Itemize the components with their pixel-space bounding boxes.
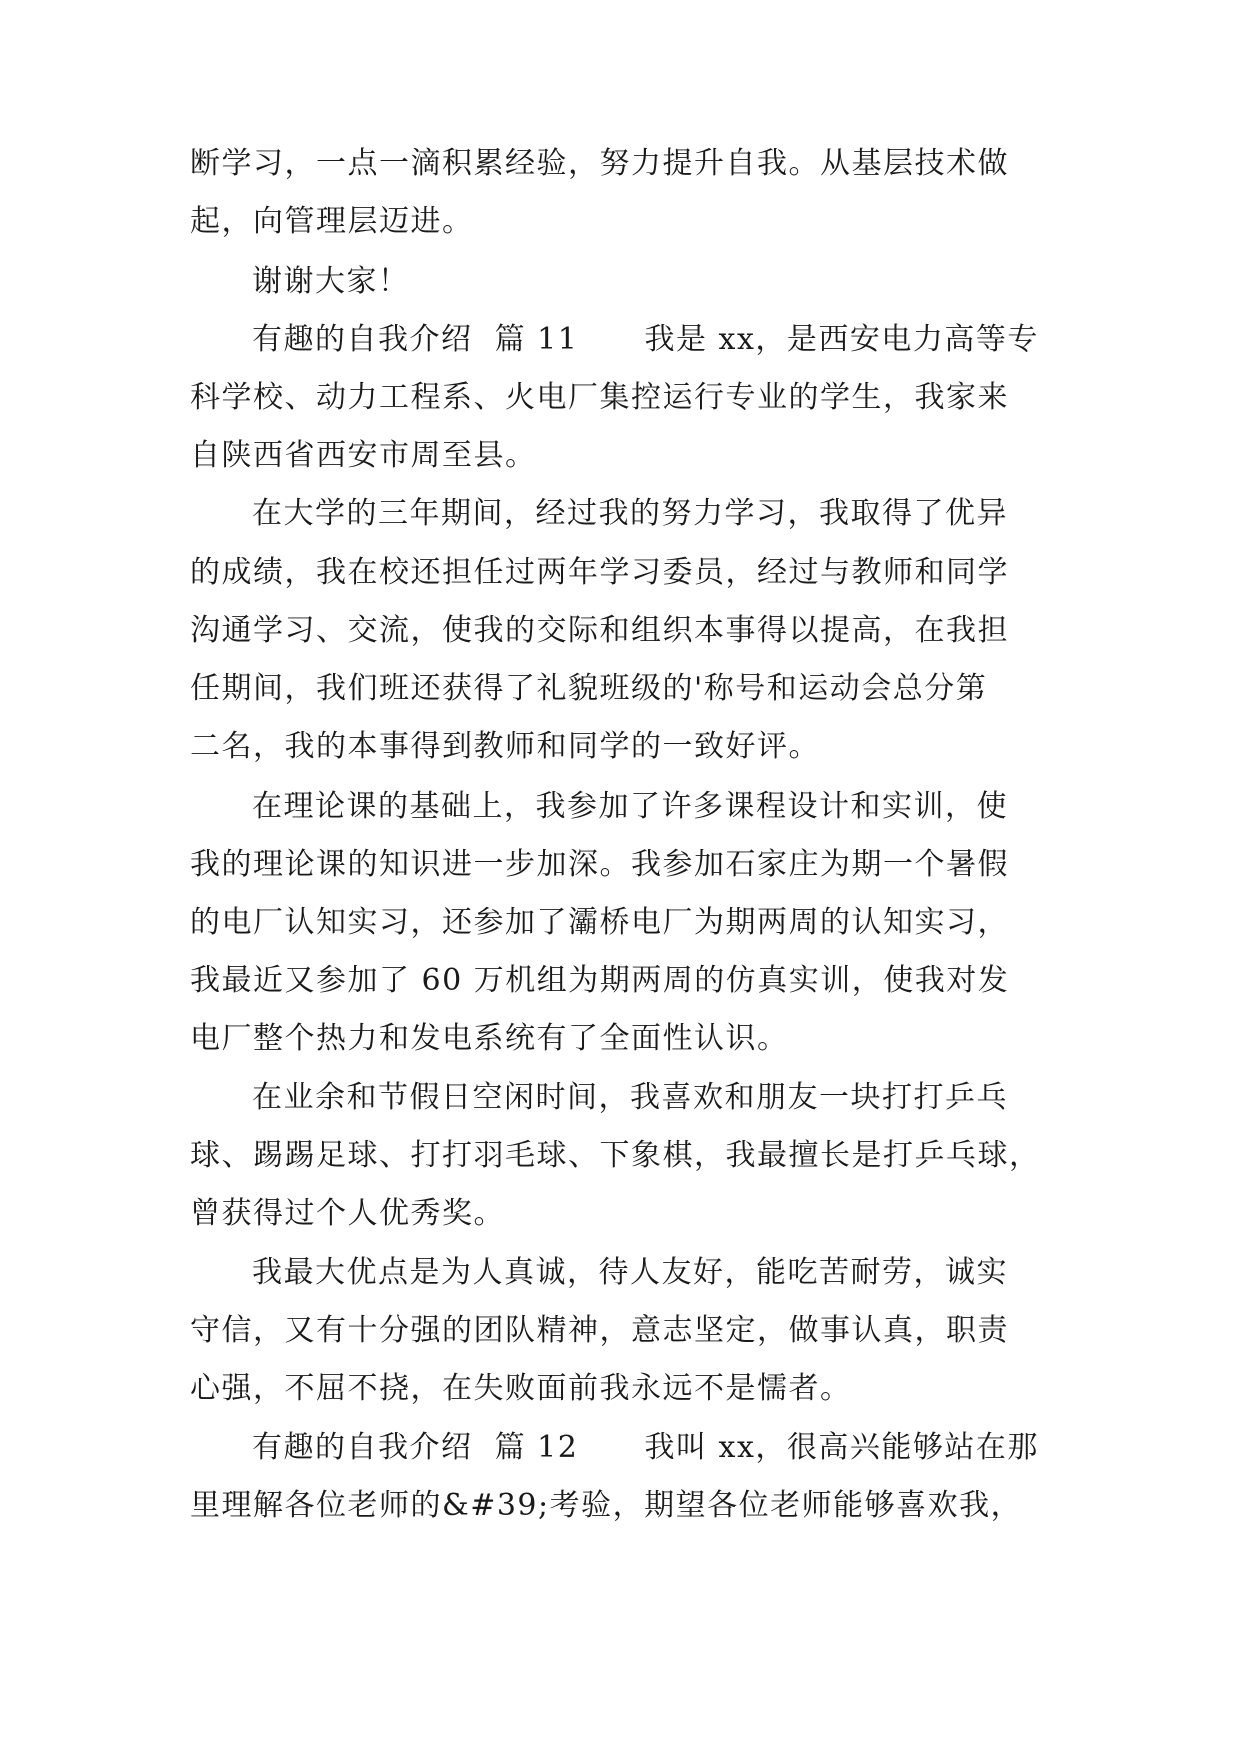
text-line: 的电厂认知实习，还参加了灞桥电厂为期两周的认知实习，: [190, 905, 1009, 940]
text-line: 在大学的三年期间，经过我的努力学习，我取得了优异: [252, 496, 1008, 531]
text-line: 自陕西省西安市周至县。: [190, 438, 537, 473]
text-line: 我最近又参加了 60 万机组为期两周的仿真实训，使我对发: [190, 963, 1010, 998]
text-line: 在理论课的基础上，我参加了许多课程设计和实训，使: [252, 789, 1008, 824]
text-line: 心强，不屈不挠，在失败面前我永远不是懦者。: [190, 1371, 852, 1406]
text-line: 我的理论课的知识进一步加深。我参加石家庄为期一个暑假: [190, 847, 1009, 882]
text-line: 起，向管理层迈进。: [190, 204, 474, 239]
text-line: 我最大优点是为人真诚，待人友好，能吃苦耐劳，诚实: [252, 1255, 1008, 1290]
text-line: 在业余和节假日空闲时间，我喜欢和朋友一块打打乒乓: [252, 1080, 1008, 1115]
text-line: 里理解各位老师的&#39;考验，期望各位老师能够喜欢我，: [190, 1488, 1023, 1523]
text-line: 球、踢踢足球、打打羽毛球、下象棋，我最擅长是打乒乓球，: [190, 1138, 1041, 1173]
text-line: 谢谢大家！: [252, 264, 410, 299]
text-line: 的成绩，我在校还担任过两年学习委员，经过与教师和同学: [190, 555, 1009, 590]
text-line: 守信，又有十分强的团队精神，意志坚定，做事认真，职责: [190, 1313, 1009, 1348]
text-line: 任期间，我们班还获得了礼貌班级的'称号和运动会总分第: [190, 671, 988, 706]
text-line: 沟通学习、交流，使我的交际和组织本事得以提高，在我担: [190, 613, 1009, 648]
section-heading-line: 有趣的自我介绍 篇 12 我叫 xx，很高兴能够站在那: [252, 1430, 1039, 1465]
text-line: 电厂整个热力和发电系统有了全面性认识。: [190, 1021, 789, 1056]
text-line: 断学习，一点一滴积累经验，努力提升自我。从基层技术做: [190, 146, 1009, 181]
text-line: 科学校、动力工程系、火电厂集控运行专业的学生，我家来: [190, 380, 1009, 415]
section-heading-line: 有趣的自我介绍 篇 11 我是 xx，是西安电力高等专: [252, 322, 1039, 357]
text-line: 二名，我的本事得到教师和同学的一致好评。: [190, 729, 820, 764]
text-line: 曾获得过个人优秀奖。: [190, 1196, 505, 1231]
